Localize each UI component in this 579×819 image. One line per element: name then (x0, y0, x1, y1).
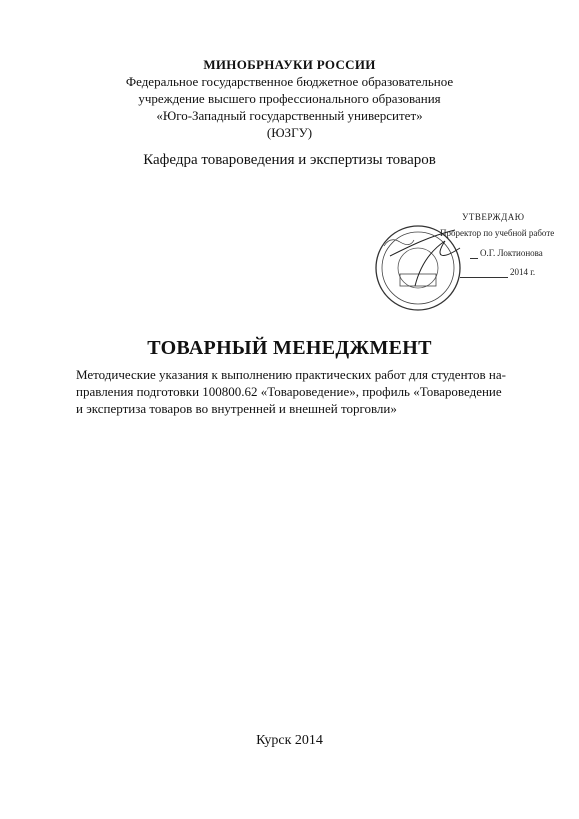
document-subtitle (76, 366, 530, 417)
approval-block (370, 206, 555, 316)
approval-heading: УТВЕРЖДАЮ (462, 212, 525, 222)
subtitle-line-1: Методические указания к выполнению практических работ для студентов на- (76, 367, 506, 382)
department-name: Кафедра товароведения и экспертизы товаров (143, 152, 436, 168)
institution-header (0, 56, 579, 141)
institution-abbreviation: (ЮЗГУ) (266, 125, 313, 140)
institution-line-3: «Юго-Западный государственный университет» (156, 108, 423, 123)
ministry-name: МИНОБРНАУКИ РОССИИ (203, 57, 376, 72)
approval-year: 2014 г. (510, 267, 536, 277)
approval-position: Проректор по учебной работе (440, 228, 555, 238)
institution-line-2: учреждение высшего профессионального образования (138, 91, 441, 106)
subtitle-line-2: правления подготовки 100800.62 «Товароведение», профиль «Товароведение (76, 384, 502, 399)
institution-line-1: Федеральное государственное бюджетное образовательное (125, 74, 454, 89)
place-and-year: Курск 2014 (256, 733, 323, 748)
approval-date-rule (470, 258, 478, 259)
document-title: ТОВАРНЫЙ МЕНЕДЖМЕНТ (147, 337, 432, 359)
approval-signature-rule (460, 277, 508, 278)
approval-name: О.Г. Локтионова (480, 248, 543, 258)
subtitle-line-3: и экспертиза товаров во внутренней и внешней торговли» (76, 401, 397, 416)
